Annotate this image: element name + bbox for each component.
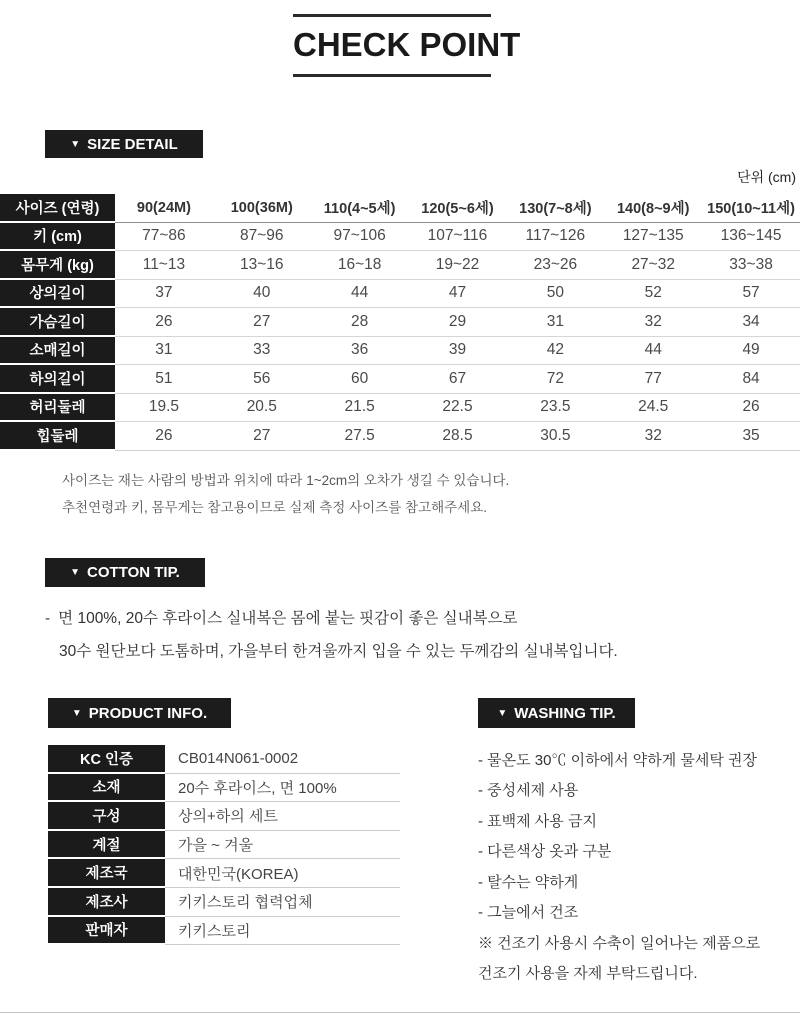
size-column-header: 150(10~11세) [702,194,800,223]
washing-tip-section-header [478,698,635,728]
product-info-row [48,917,400,946]
table-row [0,308,800,337]
table-cell: 60 [311,365,409,394]
washing-tip-item: - 다른색상 옷과 구분 [478,843,612,861]
size-column-header: 110(4~5세) [311,194,409,223]
size-column-header: 90(24M) [115,194,213,223]
product-info-label: 계절 [48,831,165,860]
table-cell: 117~126 [506,223,604,252]
table-cell: 72 [506,365,604,394]
table-cell: 37 [115,280,213,309]
size-table [0,194,800,451]
table-cell: 19~22 [409,251,507,280]
cotton-tip-section-header [45,558,205,587]
table-cell: 47 [409,280,507,309]
table-cell: 40 [213,280,311,309]
product-info-label: 판매자 [48,917,165,946]
size-note-line: 사이즈는 재는 사람의 방법과 위치에 따라 1~2cm의 오차가 생길 수 있습니다. [62,473,510,488]
table-cell: 77 [604,365,702,394]
product-info-label: 구성 [48,802,165,831]
washing-tip-item: ※ 건조기 사용시 수축이 일어나는 제품으로 [478,934,761,952]
table-row [0,337,800,366]
table-cell: 56 [213,365,311,394]
table-cell: 44 [604,337,702,366]
table-cell: 30.5 [506,422,604,451]
product-info-label: 제조사 [48,888,165,917]
table-cell: 44 [311,280,409,309]
row-label: 상의길이 [0,280,115,309]
product-info-label: 제조국 [48,859,165,888]
cotton-tip-line: 30수 원단보다 도톰하며, 가을부터 한겨울까지 입을 수 있는 두께감의 실내복입니다. [59,643,618,660]
product-info-value: 대한민국(KOREA) [165,859,400,888]
table-cell: 27 [213,308,311,337]
product-info-section-header [48,698,231,728]
size-column-header: 140(8~9세) [604,194,702,223]
product-info-row [48,745,400,774]
table-cell: 26 [115,422,213,451]
product-info-section-label: PRODUCT INFO. [88,704,208,722]
washing-tip-list [478,744,760,988]
table-cell: 34 [702,308,800,337]
table-cell: 84 [702,365,800,394]
washing-tip-section-label: WASHING TIP. [514,704,616,722]
table-cell: 87~96 [213,223,311,252]
washing-tip-item: - 그늘에서 건조 [478,904,579,922]
product-info-row [48,802,400,831]
table-cell: 136~145 [702,223,800,252]
row-label: 힙둘레 [0,422,115,451]
product-info-row [48,774,400,803]
bottom-divider [0,1012,800,1013]
table-cell: 35 [702,422,800,451]
table-row [0,394,800,423]
row-label: 소매길이 [0,337,115,366]
size-table-header-label: 사이즈 (연령) [0,194,115,223]
row-label: 가슴길이 [0,308,115,337]
table-cell: 32 [604,308,702,337]
table-row [0,280,800,309]
product-info-value: 키키스토리 [165,917,400,946]
washing-tip-item: - 표백제 사용 금지 [478,812,597,830]
washing-tip-item: - 물온도 30℃ 이하에서 약하게 물세탁 권장 [478,751,758,769]
table-cell: 50 [506,280,604,309]
size-column-header: 100(36M) [213,194,311,223]
table-cell: 24.5 [604,394,702,423]
table-cell: 27~32 [604,251,702,280]
cotton-tip-line: 면 100%, 20수 후라이스 실내복은 몸에 붙는 핏감이 좋은 실내복으로 [58,610,518,627]
table-cell: 16~18 [311,251,409,280]
triangle-down-icon: ▼ [70,567,81,578]
washing-tip-item: 건조기 사용을 자제 부탁드립니다. [478,965,698,983]
row-label: 하의길이 [0,365,115,394]
product-info-value: 가을 ~ 겨울 [165,831,400,860]
size-detail-section-header [45,130,203,158]
product-info-value: 키키스토리 협력업체 [165,888,400,917]
table-row [0,422,800,451]
table-cell: 28 [311,308,409,337]
table-row [0,365,800,394]
table-cell: 39 [409,337,507,366]
washing-tip-item: - 중성세제 사용 [478,782,579,800]
product-info-row [48,831,400,860]
table-cell: 49 [702,337,800,366]
product-info-value: 20수 후라이스, 면 100% [165,774,400,803]
table-cell: 29 [409,308,507,337]
table-cell: 33 [213,337,311,366]
table-cell: 28.5 [409,422,507,451]
table-cell: 31 [115,337,213,366]
washing-tip-item: - 탈수는 약하게 [478,873,579,891]
table-cell: 13~16 [213,251,311,280]
size-column-header: 120(5~6세) [409,194,507,223]
table-cell: 23.5 [506,394,604,423]
table-cell: 19.5 [115,394,213,423]
checkpoint-header [293,14,521,77]
table-cell: 107~116 [409,223,507,252]
table-cell: 97~106 [311,223,409,252]
product-info-row [48,859,400,888]
row-label: 키 (cm) [0,223,115,252]
table-cell: 20.5 [213,394,311,423]
table-cell: 31 [506,308,604,337]
row-label: 허리둘레 [0,394,115,423]
table-cell: 57 [702,280,800,309]
page-title: CHECK POINT [293,26,521,63]
table-row [0,223,800,252]
size-note-line: 추천연령과 키, 몸무게는 참고용이므로 실제 측정 사이즈를 참고해주세요. [62,500,487,515]
product-info-value: CB014N061-0002 [165,745,400,774]
product-info-label: 소재 [48,774,165,803]
product-info-value: 상의+하의 세트 [165,802,400,831]
product-info-label: KC 인증 [48,745,165,774]
table-cell: 21.5 [311,394,409,423]
product-info-row [48,888,400,917]
row-label: 몸무게 (kg) [0,251,115,280]
table-cell: 11~13 [115,251,213,280]
table-cell: 67 [409,365,507,394]
table-cell: 22.5 [409,394,507,423]
table-cell: 51 [115,365,213,394]
table-cell: 52 [604,280,702,309]
table-cell: 27.5 [311,422,409,451]
table-cell: 32 [604,422,702,451]
product-info-table [48,745,400,945]
table-cell: 42 [506,337,604,366]
unit-label: 단위 (cm) [737,169,796,185]
size-detail-section-label: SIZE DETAIL [87,135,178,153]
size-notes [62,467,509,521]
cotton-tip-section-label: COTTON TIP. [87,564,180,581]
table-cell: 27 [213,422,311,451]
table-cell: 33~38 [702,251,800,280]
dash-bullet: - [45,610,51,627]
triangle-down-icon: ▼ [70,138,81,150]
table-cell: 77~86 [115,223,213,252]
table-cell: 26 [115,308,213,337]
triangle-down-icon: ▼ [497,707,508,719]
table-cell: 23~26 [506,251,604,280]
table-cell: 127~135 [604,223,702,252]
table-cell: 36 [311,337,409,366]
triangle-down-icon: ▼ [71,707,82,719]
table-row [0,251,800,280]
size-column-header: 130(7~8세) [506,194,604,223]
cotton-tip-body [45,602,618,668]
table-cell: 26 [702,394,800,423]
size-table-header-row [0,194,800,223]
